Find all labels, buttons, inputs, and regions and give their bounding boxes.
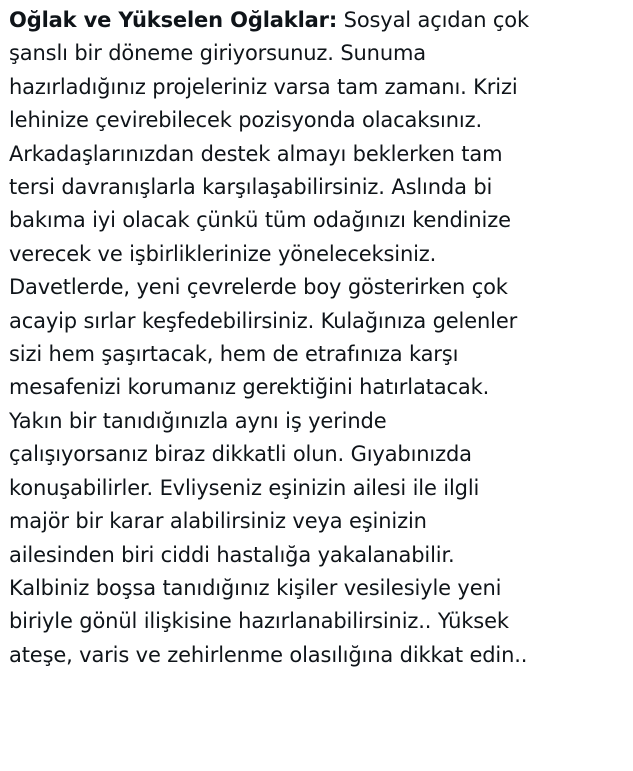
text-line-11: sizi hem şaşırtacak, hem de etrafınıza karşı: [9, 342, 459, 367]
text-line-18: Kalbiniz boşsa tanıdığınız kişiler vesilesiyle yeni: [9, 575, 502, 600]
text-line-13: Yakın bir tanıdığınızla aynı iş yerinde: [9, 408, 387, 433]
text-line-15: konuşabilirler. Evliyseniz eşinizin ailesi ile ilgli: [9, 475, 480, 500]
text-line-9: Davetlerde, yeni çevrelerde boy gösterirken çok: [9, 275, 508, 300]
text-line-6: tersi davranışlarla karşılaşabilirsiniz. Aslında bi: [9, 175, 493, 200]
text-line-17: ailesinden biri ciddi hastalığa yakalanabilir.: [9, 542, 455, 567]
text-line-12: mesafenizi korumanız gerektiğini hatırlatacak.: [9, 375, 490, 400]
text-line-20: ateşe, varis ve zehirlenme olasılığına dikkat edin..: [9, 642, 528, 667]
text-line-10: acayip sırlar keşfedebilirsiniz. Kulağınıza gelenler: [9, 308, 518, 333]
horoscope-post-text: [9, 4, 627, 672]
text-line-1: [9, 4, 627, 37]
text-line-4: lehinize çevirebilecek pozisyonda olacaksınız.: [9, 108, 482, 133]
text-line-7: bakıma iyi olacak çünkü tüm odağınızı kendinize: [9, 208, 511, 233]
text-line-1-body: Sosyal açıdan çok: [337, 8, 529, 32]
text-line-16: majör bir karar alabilirsiniz veya eşinizin: [9, 509, 427, 534]
text-line-2: şanslı bir döneme giriyorsunuz. Sunuma: [9, 41, 427, 66]
text-line-5: Arkadaşlarınızdan destek almayı beklerken tam: [9, 141, 503, 166]
text-line-3: hazırladığınız projeleriniz varsa tam zamanı. Krizi: [9, 74, 518, 99]
text-line-19: biriyle gönül ilişkisine hazırlanabilirsiniz.. Yüksek: [9, 609, 509, 634]
text-line-14: çalışıyorsanız biraz dikkatli olun. Gıyabınızda: [9, 442, 472, 467]
text-line-8: verecek ve işbirliklerinize yöneleceksiniz.: [9, 241, 437, 266]
zodiac-heading: Oğlak ve Yükselen Oğlaklar:: [9, 8, 338, 32]
